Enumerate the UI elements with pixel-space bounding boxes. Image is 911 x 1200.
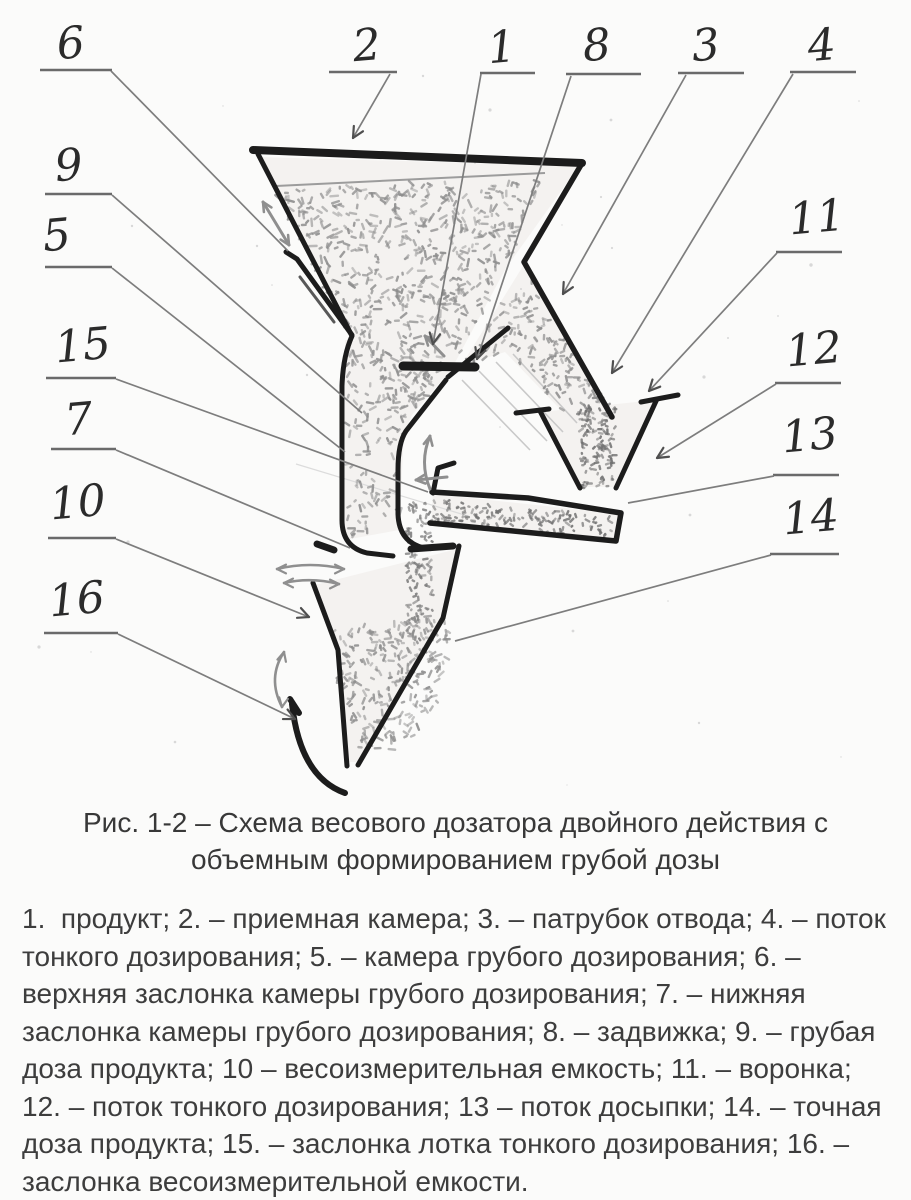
callout-1-label: 1 <box>485 20 518 75</box>
callout-12-label: 12 <box>783 321 844 378</box>
callout-10-leader <box>116 539 309 617</box>
gate16-motion <box>275 652 288 707</box>
callout-11-label: 11 <box>786 189 847 246</box>
callout-11-leader <box>649 253 777 391</box>
callout-10-label: 10 <box>47 474 108 531</box>
callout-16-label: 16 <box>46 571 107 628</box>
callout-15-label: 15 <box>52 317 113 374</box>
callout-16-leader <box>118 634 295 719</box>
callout-13-label: 13 <box>779 407 840 464</box>
callout-14-label: 14 <box>780 489 841 546</box>
callout-2 <box>329 19 397 138</box>
callout-6-label: 6 <box>54 16 87 71</box>
callout-3-label: 3 <box>689 18 722 73</box>
callout-13-leader <box>628 476 774 503</box>
callout-7-leader <box>116 450 350 548</box>
callout-5-label: 5 <box>40 208 73 263</box>
callout-4-label: 4 <box>805 18 838 73</box>
figure-caption-line1: Рис. 1-2 – Схема весового дозатора двойного действия с <box>83 807 828 838</box>
callout-16 <box>44 572 295 719</box>
figure-caption <box>76 804 836 878</box>
callout-4-leader <box>612 74 793 373</box>
lower-gate-7-dash <box>411 546 453 549</box>
gate7-motion-a <box>277 565 344 574</box>
figure-caption-line2: объемным формированием грубой дозы <box>190 844 721 875</box>
stream-up-arrow <box>424 436 433 489</box>
shaded-fills <box>259 157 655 762</box>
callout-14-leader <box>455 555 771 641</box>
lower-gate-7-dash-left <box>317 544 334 550</box>
callout-2-label: 2 <box>350 18 383 73</box>
callout-8-label: 8 <box>580 18 613 73</box>
callout-7-label: 7 <box>62 392 95 447</box>
container-gate-16-arc <box>292 704 345 793</box>
callout-9-label: 9 <box>52 138 85 193</box>
gate15-motion <box>416 475 447 484</box>
figure-legend: 1. продукт; 2. – приемная камера; 3. – патрубок отвода; 4. – поток тонкого дозирования; 5. – камера грубого дозирования; 6. – верхняя заслонка камеры грубого дозирования; 7. – нижняя заслонка камеры грубого дозирования; 8. – задвижка; 9. – грубая доза продукта; 10 – весоизмерительная емкость; 11. – воронка; 12. – поток тонкого дозирования; 13 – поток досыпки; 14. – точная доза продукта; 15. – заслонка лотка тонкого дозирования; 16. – заслонка весоизмерительной емкости. <box>22 903 894 1197</box>
slide-gate-8-bar <box>403 366 475 367</box>
callout-2-leader <box>353 74 390 138</box>
callout-6 <box>40 17 288 251</box>
callout-3-leader <box>563 75 686 294</box>
